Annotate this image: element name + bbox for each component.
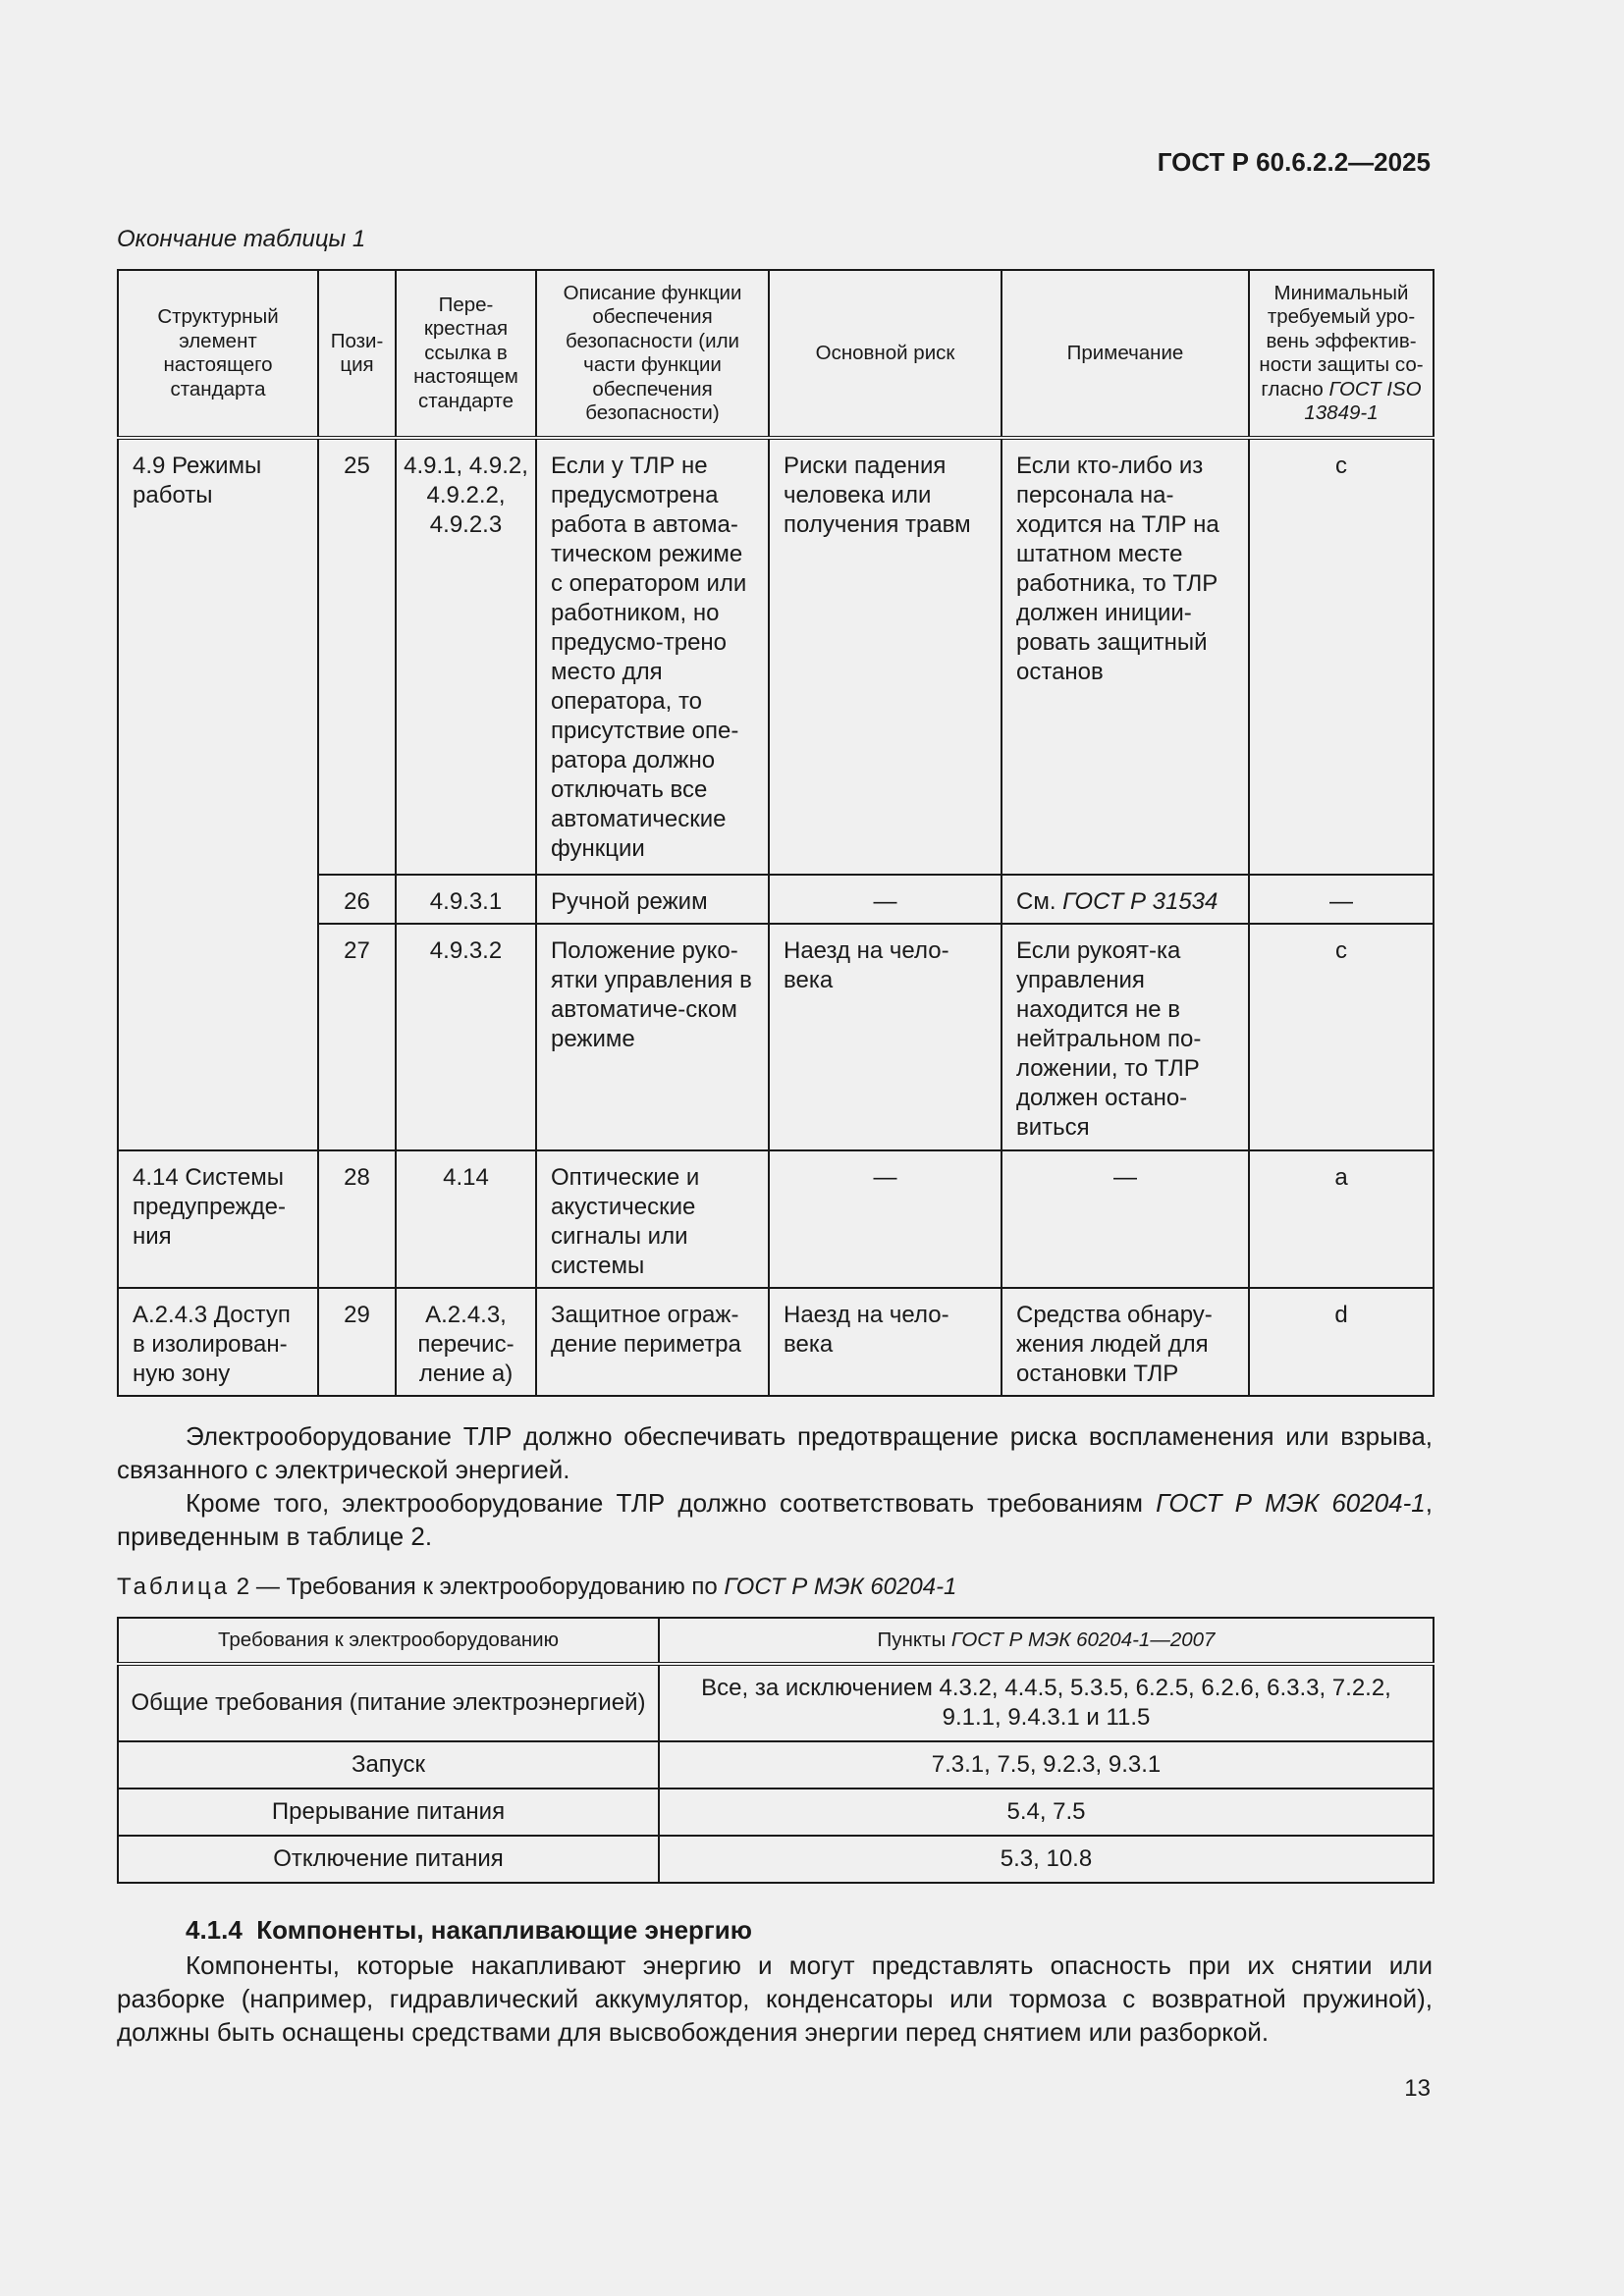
table-row: [118, 1741, 1434, 1789]
table-row: [118, 1288, 1434, 1396]
paragraph-electrical: Электрооборудование ТЛР должно обеспечивать предотвращение риска воспламенения или взрыва, связанного с электрической энергией.: [117, 1421, 1433, 1484]
table-row: [118, 438, 1434, 875]
cell-risk: Риски падения человека или получения травм: [769, 438, 1001, 875]
cell-note: Если кто-либо из персонала на-ходится на ТЛР на штатном месте работника, то ТЛР должен иниции-ровать защитный останов: [1001, 438, 1249, 875]
cell-requirement: Общие требования (питание электроэнергией): [118, 1664, 659, 1741]
cell-risk: —: [769, 875, 1001, 924]
section-heading: 4.1.4 Компоненты, накапливающие энергию: [186, 1915, 752, 1945]
col-requirements: Требования к электрооборудованию: [118, 1618, 659, 1664]
col-safety-function: Описание функции обеспечения безопасности (или части функции обеспечения безопасности): [536, 270, 769, 438]
paragraph-requirements: Кроме того, электрооборудование ТЛР должно соответствовать требованиям ГОСТ Р МЭК 60204-1, приведенным в таблице 2.: [117, 1488, 1433, 1551]
cell-reference: 4.14: [396, 1150, 536, 1288]
cell-description: Положение руко-ятки управления в автоматиче-ском режиме: [536, 924, 769, 1150]
cell-reference: 4.9.1, 4.9.2, 4.9.2.2, 4.9.2.3: [396, 438, 536, 875]
electrical-requirements-table: [117, 1617, 1435, 1884]
cell-note: См. ГОСТ Р 31534: [1001, 875, 1249, 924]
cell-note: —: [1001, 1150, 1249, 1288]
safety-functions-table: [117, 269, 1435, 1397]
table-row: [118, 1836, 1434, 1883]
cell-description: Оптические и акустические сигналы или системы: [536, 1150, 769, 1288]
table2-caption: Таблица 2 — Требования к электрооборудованию по ГОСТ Р МЭК 60204-1: [117, 1574, 957, 1600]
cell-level: a: [1249, 1150, 1434, 1288]
cell-risk: Наезд на чело-века: [769, 1288, 1001, 1396]
table-row: [118, 1150, 1434, 1288]
cell-requirement: Запуск: [118, 1741, 659, 1789]
cell-position: 27: [318, 924, 396, 1150]
cell-clauses: 5.4, 7.5: [659, 1789, 1434, 1836]
cell-level: c: [1249, 924, 1434, 1150]
cell-requirement: Отключение питания: [118, 1836, 659, 1883]
cell-clauses: Все, за исключением 4.3.2, 4.4.5, 5.3.5, 6.2.5, 6.2.6, 6.3.3, 7.2.2, 9.1.1, 9.4.3.1 и 11.5: [659, 1664, 1434, 1741]
cell-note: Средства обнару-жения людей для остановки ТЛР: [1001, 1288, 1249, 1396]
cell-requirement: Прерывание питания: [118, 1789, 659, 1836]
cell-level: —: [1249, 875, 1434, 924]
cell-reference: 4.9.3.1: [396, 875, 536, 924]
cell-element: 4.14 Системы предупрежде-ния: [118, 1150, 318, 1288]
cell-element: 4.9 Режимы работы: [118, 438, 318, 1150]
col-note: Примечание: [1001, 270, 1249, 438]
cell-risk: —: [769, 1150, 1001, 1288]
col-cross-reference: Пере-крестная ссылка в настоящем стандарте: [396, 270, 536, 438]
cell-position: 29: [318, 1288, 396, 1396]
cell-clauses: 5.3, 10.8: [659, 1836, 1434, 1883]
cell-position: 28: [318, 1150, 396, 1288]
cell-description: Если у ТЛР не предусмотрена работа в автома-тическом режиме с оператором или работником, но предусмо-трено место для оператора, то присутствие опе-ратора должно отключать все автоматические функции: [536, 438, 769, 875]
cell-description: Ручной режим: [536, 875, 769, 924]
page-number: 13: [1404, 2075, 1431, 2102]
cell-reference: А.2.4.3, перечис-ление а): [396, 1288, 536, 1396]
cell-risk: Наезд на чело-века: [769, 924, 1001, 1150]
col-structural-element: Структурный элемент настоящего стандарта: [118, 270, 318, 438]
document-id: ГОСТ Р 60.6.2.2—2025: [1157, 147, 1431, 177]
cell-clauses: 7.3.1, 7.5, 9.2.3, 9.3.1: [659, 1741, 1434, 1789]
table-row: [118, 1664, 1434, 1741]
col-main-risk: Основной риск: [769, 270, 1001, 438]
cell-position: 26: [318, 875, 396, 924]
table1-caption: Окончание таблицы 1: [117, 226, 366, 252]
cell-level: c: [1249, 438, 1434, 875]
cell-description: Защитное ограж-дение периметра: [536, 1288, 769, 1396]
table1-header-row: [118, 270, 1434, 438]
table-row: [118, 1789, 1434, 1836]
col-clauses: Пункты ГОСТ Р МЭК 60204-1—2007: [659, 1618, 1434, 1664]
cell-level: d: [1249, 1288, 1434, 1396]
cell-note: Если рукоят-ка управления находится не в нейтральном по-ложении, то ТЛР должен остано-виться: [1001, 924, 1249, 1150]
section-paragraph: Компоненты, которые накапливают энергию и могут представлять опасность при их снятии или разборке (например, гидравлический аккумулятор, конденсаторы или тормоза с возвратной пружиной), должны быть оснащены средствами для высвобождения энергии перед снятием или разборкой.: [117, 1950, 1433, 2047]
cell-reference: 4.9.3.2: [396, 924, 536, 1150]
col-position: Пози-ция: [318, 270, 396, 438]
col-min-level: Минимальный требуемый уро-вень эффектив-ности защиты со-гласно ГОСТ ISO 13849-1: [1249, 270, 1434, 438]
cell-element: А.2.4.3 Доступ в изолирован-ную зону: [118, 1288, 318, 1396]
cell-position: 25: [318, 438, 396, 875]
table2-header-row: [118, 1618, 1434, 1664]
